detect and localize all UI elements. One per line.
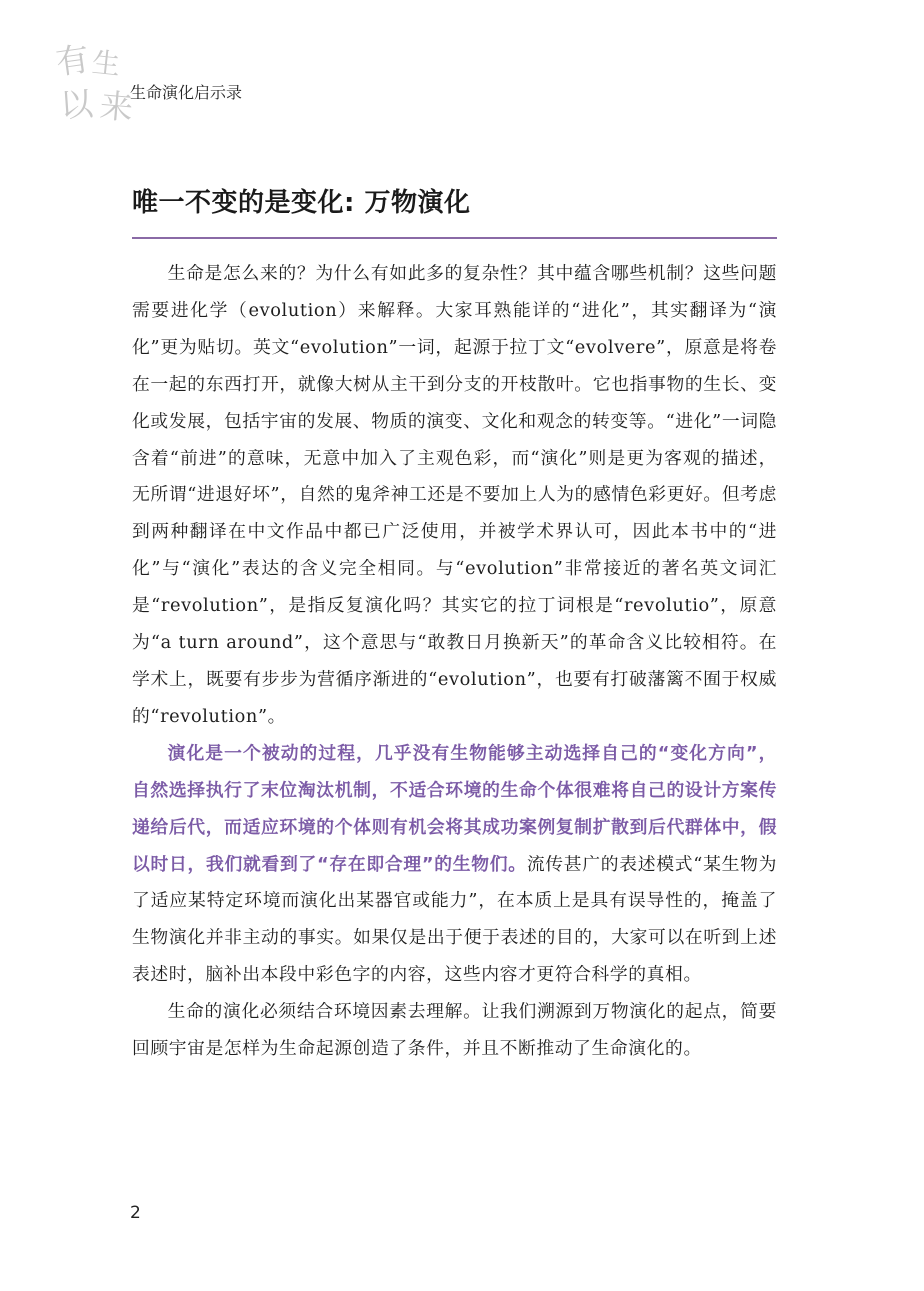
logo-char: 来 — [98, 85, 135, 128]
running-head: 生命演化启示录 — [130, 83, 243, 102]
logo-char: 生 — [90, 45, 122, 82]
body-text — [132, 256, 777, 1068]
section-title: 唯一不变的是变化: 万物演化 — [132, 188, 471, 218]
paragraph-text: 流传甚广的表述模式“某生物为了适应某特定环境而演化出某器官或能力”，在本质上是具有误导性的，掩盖了生物演化并非主动的事实。如果仅是出于便于表述的目的，大家可以在听到上述表述时，脑补出本段中彩色字的内容，这些内容才更符合科学的真相。 — [132, 853, 777, 986]
paragraph: 生命是怎么来的？为什么有如此多的复杂性？其中蕴含哪些机制？这些问题需要进化学（evolution）来解释。大家耳熟能详的“进化”，其实翻译为“演化”更为贴切。英文“evolution”一词，起源于拉丁文“evolvere”，原意是将卷在一起的东西打开，就像大树从主干到分支的开枝散叶。它也指事物的生长、变化或发展，包括宇宙的发展、物质的演变、文化和观念的转变等。“进化”一词隐含着“前进”的意味，无意中加入了主观色彩，而“演化”则是更为客观的描述，无所谓“进退好坏”，自然的鬼斧神工还是不要加上人为的感情色彩更好。但考虑到两种翻译在中文作品中都已广泛使用，并被学术界认可，因此本书中的“进化”与“演化”表达的含义完全相同。与“evolution”非常接近的著名英文词汇是“revolution”，是指反复演化吗？其实它的拉丁词根是“revolutio”，原意为“a turn around”，这个意思与“敢教日月换新天”的革命含义比较相符。在学术上，既要有步步为营循序渐进的“evolution”，也要有打破藩篱不囿于权威的“revolution”。 — [132, 263, 777, 727]
logo-char: 以 — [58, 83, 95, 126]
paragraph: 生命的演化必须结合环境因素去理解。让我们溯源到万物演化的起点，简要回顾宇宙是怎样为生命起源创造了条件，并且不断推动了生命演化的。 — [132, 1001, 777, 1060]
page-number: 2 — [130, 1203, 141, 1223]
title-divider — [132, 237, 777, 239]
highlighted-text: 演化是一个被动的过程，几乎没有生物能够主动选择自己的“变化方向”，自然选择执行了末位淘汰机制，不适合环境的生命个体很难将自己的设计方案传递给后代，而适应环境的个体则有机会将其成功案例复制扩散到后代群体中，假以时日，我们就看到了“存在即合理”的生物们。 — [132, 742, 777, 875]
logo-char: 有 — [53, 38, 92, 83]
paragraph — [132, 736, 777, 994]
